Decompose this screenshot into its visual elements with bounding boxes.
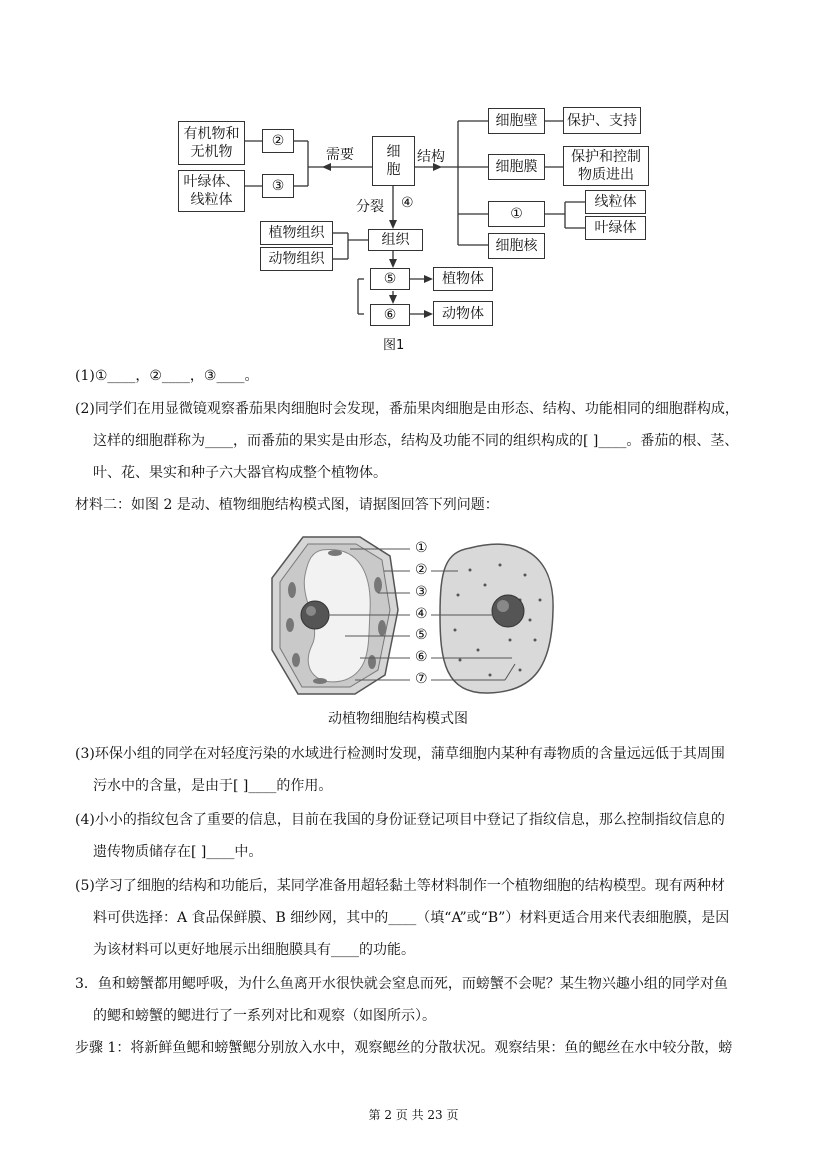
question-2-line-2: 这样的细胞群称为____，而番茄的果实是由形态，结构及功能不同的组织构成的[ ]____。番茄的根、茎、	[93, 433, 739, 449]
cell-label-5: ⑤	[415, 627, 428, 643]
problem-3-line-2: 的鳃和螃蟹的鳃进行了一系列对比和观察（如图所示）。	[93, 1008, 436, 1024]
question-4-line-1: (4)小小的指纹包含了重要的信息，目前在我国的身份证登记项目中登记了指纹信息，那么控制指纹信息的	[75, 812, 725, 828]
cell-label-6: ⑥	[415, 649, 428, 665]
question-4	[75, 804, 755, 868]
question-5	[75, 870, 755, 966]
cell-label-3: ③	[415, 584, 428, 600]
label-divide: 分裂	[356, 199, 384, 215]
question-4-line-2: 遗传物质储存在[ ]____中。	[93, 844, 263, 860]
problem-3-line-1: 3．鱼和螃蟹都用鳃呼吸，为什么鱼离开水很快就会窒息而死，而螃蟹不会呢？某生物兴趣小组的同学对鱼	[75, 976, 728, 992]
box-animal-body: 动物体	[433, 301, 493, 326]
cell-label-7: ⑦	[415, 671, 428, 687]
question-5-line-3: 为该材料可以更好地展示出细胞膜具有____的功能。	[93, 942, 415, 958]
cell-label-2: ②	[415, 562, 428, 578]
material-2: 材料二：如图 2 是动、植物细胞结构模式图，请据图回答下列问题：	[75, 497, 499, 513]
box-blank-3: ③	[262, 174, 294, 198]
question-3-line-1: (3)环保小组的同学在对轻度污染的水域进行检测时发现，蒲草细胞内某种有毒物质的含量远远低于其周围	[75, 746, 725, 762]
page-footer: 第 2 页 共 23 页	[368, 1108, 459, 1122]
box-blank-2: ②	[262, 129, 294, 153]
box-blank-5: ⑤	[370, 268, 410, 290]
box-blank-6: ⑥	[370, 304, 410, 326]
question-3	[75, 738, 755, 802]
box-tissue: 组织	[368, 229, 423, 251]
figure-1-caption: 图1	[383, 338, 405, 353]
box-cell-wall: 细胞壁	[488, 108, 545, 134]
label-need: 需要	[326, 147, 354, 163]
step-1: 步骤 1：将新鲜鱼鳃和螃蟹鳃分别放入水中，观察鳃丝的分散状况。观察结果：鱼的鳃丝在水中较分散，螃	[75, 1040, 733, 1056]
box-plant-body: 植物体	[433, 267, 493, 291]
box-membrane-function: 保护和控制 物质进出	[563, 146, 649, 186]
cell-label-1: ①	[415, 540, 428, 556]
box-chloroplast-mitochondria: 叶绿体、 线粒体	[178, 170, 245, 212]
question-5-line-2: 料可供选择：A 食品保鲜膜、B 细纱网，其中的____（填“A”或“B”）材料更适合用来代表细胞膜，是因	[93, 910, 730, 926]
question-3-line-2: 污水中的含量，是由于[ ]____的作用。	[93, 778, 333, 794]
question-1: (1)①____，②____，③____。	[75, 368, 259, 384]
box-cell: 细 胞	[372, 136, 415, 186]
box-mitochondria: 线粒体	[585, 190, 646, 214]
cell-label-4: ④	[415, 606, 428, 622]
box-organic-inorganic: 有机物和 无机物	[178, 121, 245, 165]
box-animal-tissue: 动物组织	[260, 247, 333, 271]
question-2-line-3: 叶、花、果实和种子六大器官构成整个植物体。	[93, 465, 387, 481]
question-2-line-1: (2)同学们在用显微镜观察番茄果肉细胞时会发现，番茄果肉细胞是由形态、结构、功能相同的细胞群构成，	[75, 401, 739, 417]
box-plant-tissue: 植物组织	[260, 221, 333, 245]
box-nucleus: 细胞核	[488, 233, 545, 259]
animal-nucleus	[492, 595, 524, 627]
problem-3	[75, 968, 755, 1032]
box-blank-1: ①	[488, 201, 545, 227]
box-cell-wall-function: 保护、支持	[563, 107, 641, 134]
figure-2-caption: 动植物细胞结构模式图	[328, 711, 468, 727]
question-5-line-1: (5)学习了细胞的结构和功能后，某同学准备用超轻黏土等材料制作一个植物细胞的结构模型。现有两种材	[75, 878, 725, 894]
box-chloroplast: 叶绿体	[585, 216, 646, 240]
label-structure: 结构	[417, 149, 445, 165]
box-cell-membrane: 细胞膜	[488, 154, 545, 180]
label-blank-4: ④	[401, 195, 414, 211]
